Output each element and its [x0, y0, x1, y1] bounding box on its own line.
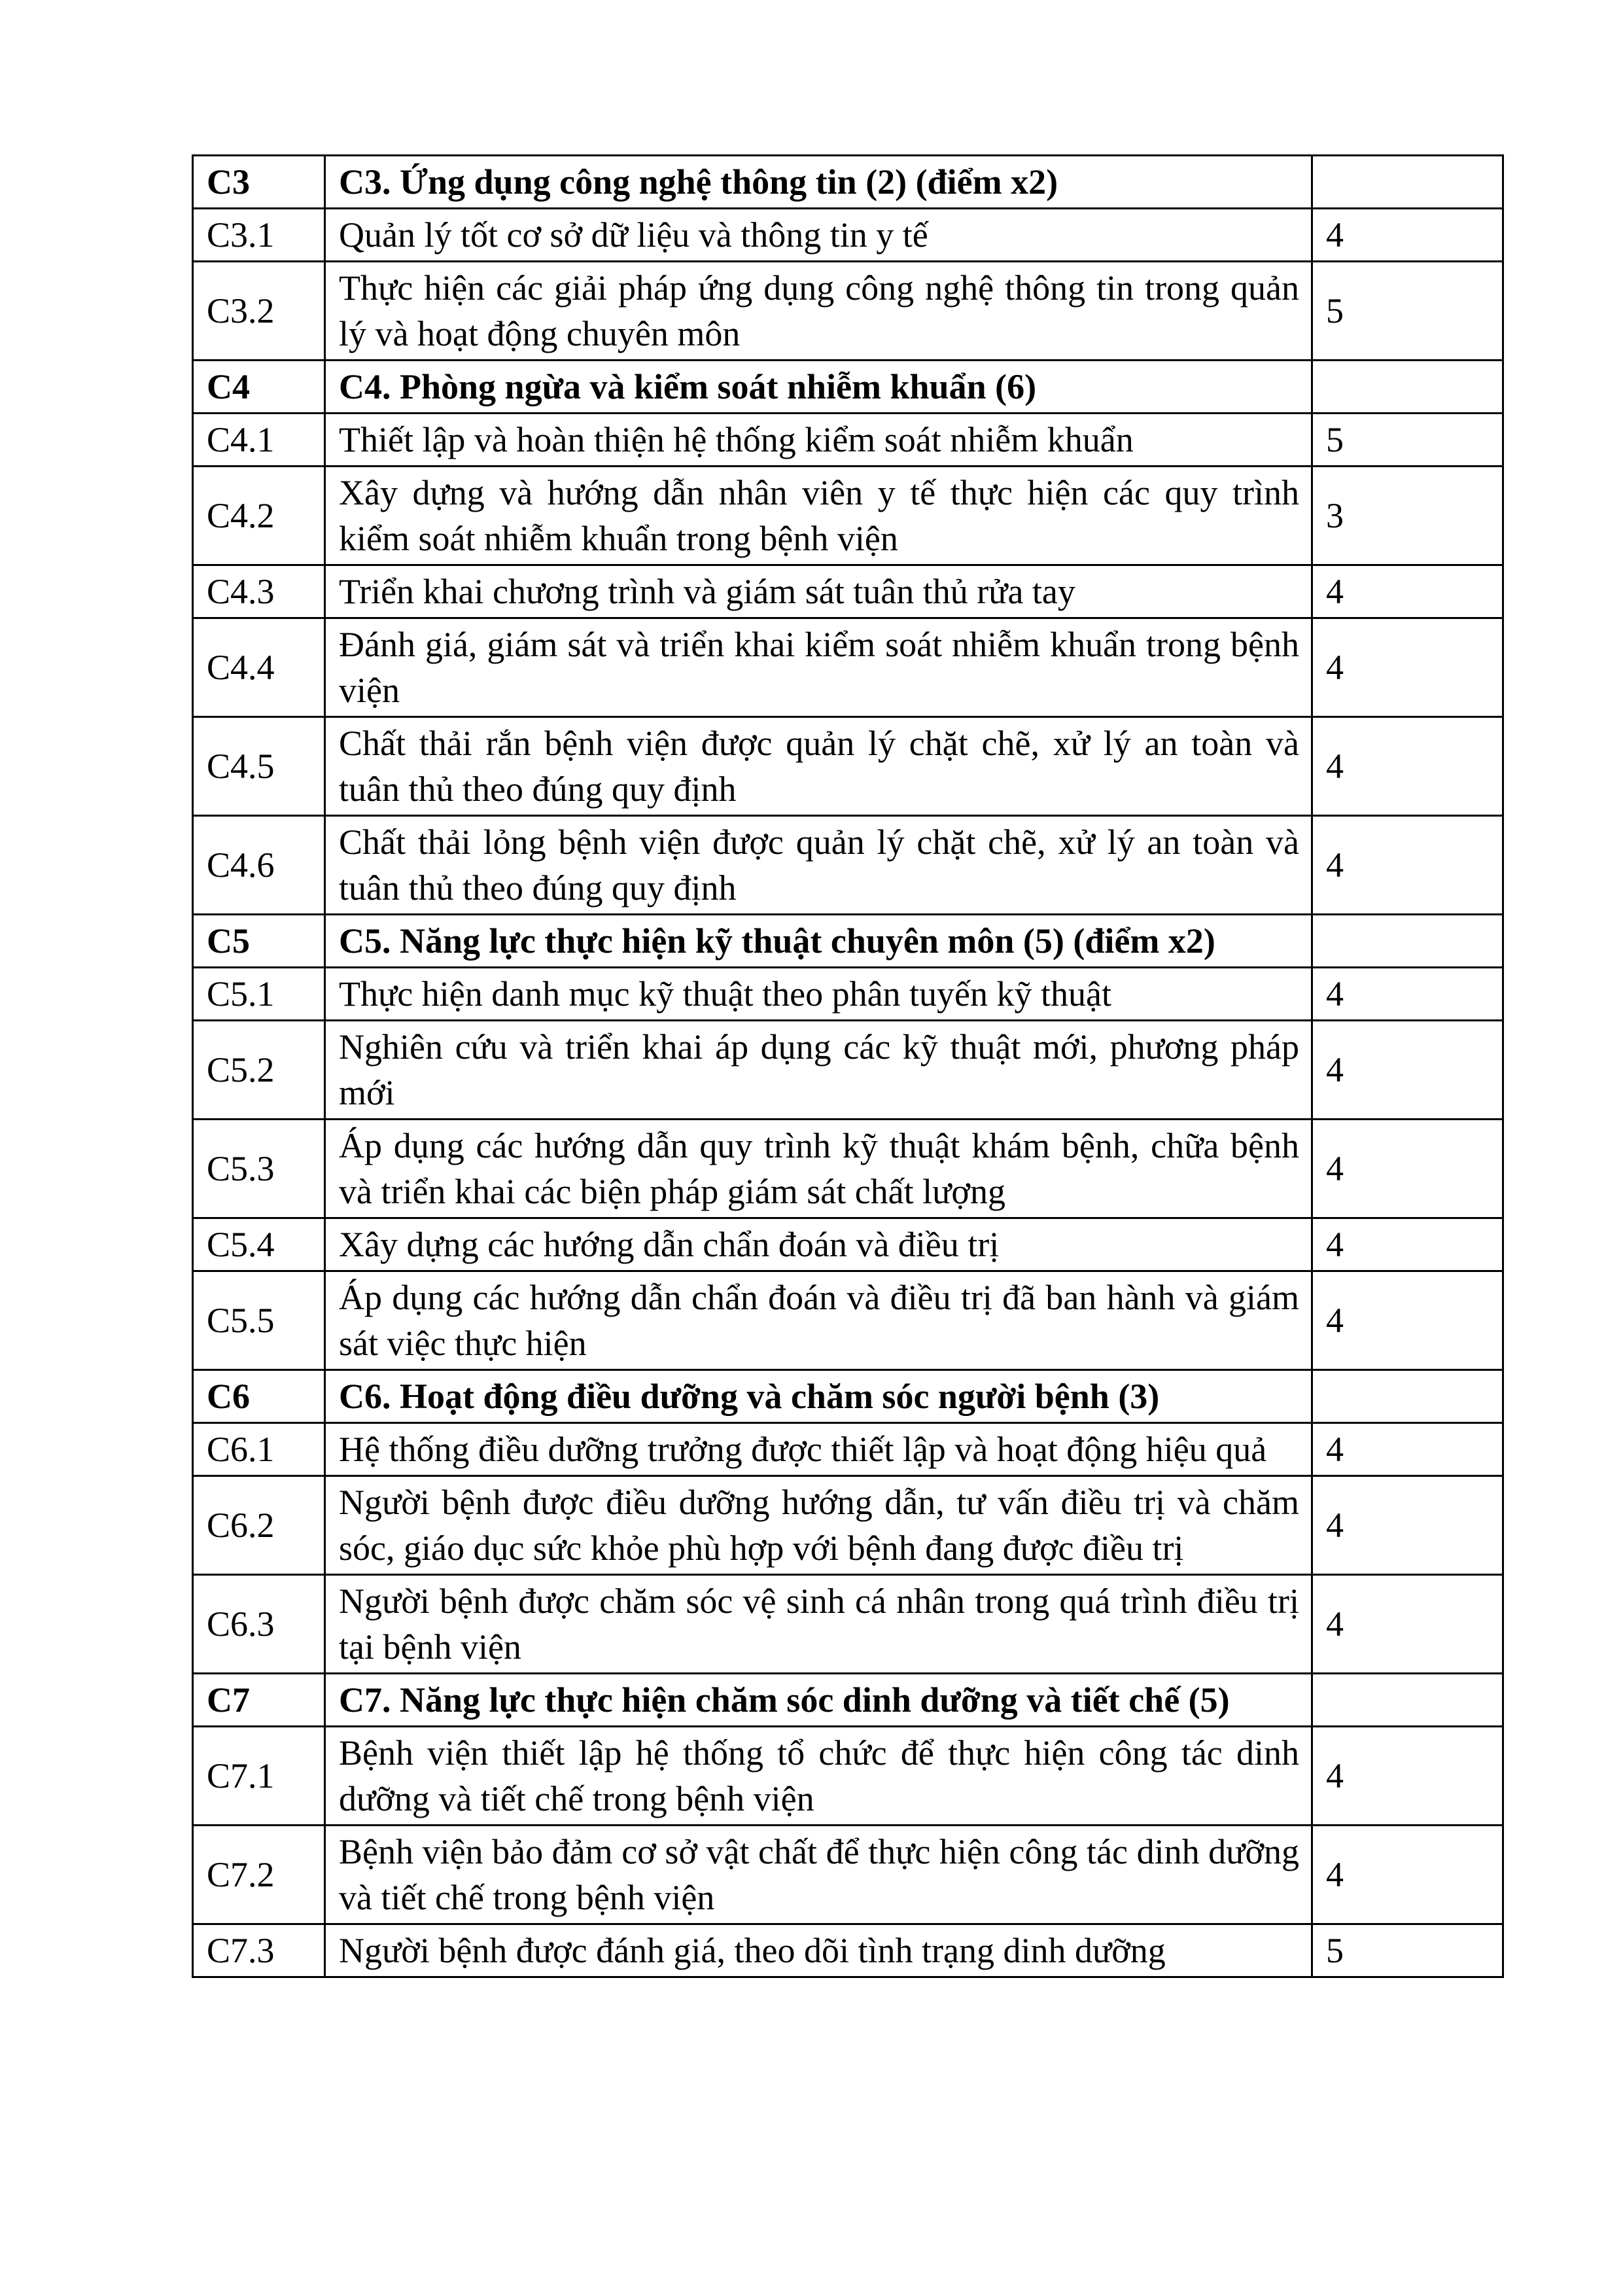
criterion-text-cell: Thực hiện danh mục kỹ thuật theo phân tuyến kỹ thuật	[325, 968, 1312, 1021]
score-cell: 4	[1312, 618, 1503, 717]
criterion-text-cell: Áp dụng các hướng dẫn quy trình kỹ thuật khám bệnh, chữa bệnh và triển khai các biện pháp giám sát chất lượng	[325, 1120, 1312, 1218]
score-cell	[1312, 1674, 1503, 1727]
table-row	[193, 816, 1503, 915]
criterion-code-cell: C6	[193, 1370, 325, 1423]
score-cell: 4	[1312, 968, 1503, 1021]
criterion-text-cell: Chất thải rắn bệnh viện được quản lý chặt chẽ, xử lý an toàn và tuân thủ theo đúng quy định	[325, 717, 1312, 816]
table-row	[193, 1476, 1503, 1575]
criterion-text-cell: Đánh giá, giám sát và triển khai kiểm soát nhiễm khuẩn trong bệnh viện	[325, 618, 1312, 717]
criterion-code-cell: C5.4	[193, 1218, 325, 1271]
criterion-code-cell: C6.1	[193, 1423, 325, 1476]
criterion-text-cell: Chất thải lỏng bệnh viện được quản lý chặt chẽ, xử lý an toàn và tuân thủ theo đúng quy định	[325, 816, 1312, 915]
criterion-code-cell: C4.6	[193, 816, 325, 915]
table-row	[193, 1575, 1503, 1674]
criterion-text-cell: Người bệnh được đánh giá, theo dõi tình trạng dinh dưỡng	[325, 1924, 1312, 1977]
score-cell: 5	[1312, 262, 1503, 361]
criterion-text-cell: Người bệnh được chăm sóc vệ sinh cá nhân trong quá trình điều trị tại bệnh viện	[325, 1575, 1312, 1674]
section-header-row	[193, 1370, 1503, 1423]
criterion-code-cell: C5.5	[193, 1271, 325, 1370]
criterion-code-cell: C3.2	[193, 262, 325, 361]
table-row	[193, 1727, 1503, 1826]
criterion-text-cell: Xây dựng và hướng dẫn nhân viên y tế thực hiện các quy trình kiểm soát nhiễm khuẩn trong bệnh viện	[325, 467, 1312, 565]
criterion-text-cell: Xây dựng các hướng dẫn chẩn đoán và điều trị	[325, 1218, 1312, 1271]
criterion-text-cell: Bệnh viện bảo đảm cơ sở vật chất để thực hiện công tác dinh dưỡng và tiết chế trong bệnh viện	[325, 1826, 1312, 1924]
criteria-table	[192, 154, 1504, 1978]
table-row	[193, 717, 1503, 816]
score-cell: 4	[1312, 717, 1503, 816]
score-cell: 4	[1312, 1476, 1503, 1575]
criterion-code-cell: C5.2	[193, 1021, 325, 1120]
section-title-cell: C7. Năng lực thực hiện chăm sóc dinh dưỡng và tiết chế (5)	[325, 1674, 1312, 1727]
section-title-cell: C4. Phòng ngừa và kiểm soát nhiễm khuẩn (6)	[325, 361, 1312, 414]
criterion-code-cell: C7.2	[193, 1826, 325, 1924]
criterion-text-cell: Nghiên cứu và triển khai áp dụng các kỹ thuật mới, phương pháp mới	[325, 1021, 1312, 1120]
table-row	[193, 262, 1503, 361]
criterion-code-cell: C6.3	[193, 1575, 325, 1674]
score-cell	[1312, 1370, 1503, 1423]
criteria-table-body	[193, 156, 1503, 1977]
score-cell: 4	[1312, 816, 1503, 915]
criterion-text-cell: Thiết lập và hoàn thiện hệ thống kiểm soát nhiễm khuẩn	[325, 414, 1312, 467]
score-cell: 4	[1312, 1021, 1503, 1120]
criterion-text-cell: Bệnh viện thiết lập hệ thống tổ chức để thực hiện công tác dinh dưỡng và tiết chế trong bệnh viện	[325, 1727, 1312, 1826]
criterion-code-cell: C5.1	[193, 968, 325, 1021]
score-cell: 4	[1312, 1218, 1503, 1271]
table-row	[193, 968, 1503, 1021]
criterion-text-cell: Thực hiện các giải pháp ứng dụng công nghệ thông tin trong quản lý và hoạt động chuyên môn	[325, 262, 1312, 361]
criterion-text-cell: Triển khai chương trình và giám sát tuân thủ rửa tay	[325, 565, 1312, 618]
score-cell	[1312, 361, 1503, 414]
section-title-cell: C3. Ứng dụng công nghệ thông tin (2) (điểm x2)	[325, 156, 1312, 209]
table-row	[193, 414, 1503, 467]
section-title-cell: C6. Hoạt động điều dưỡng và chăm sóc người bệnh (3)	[325, 1370, 1312, 1423]
score-cell: 5	[1312, 1924, 1503, 1977]
criterion-text-cell: Người bệnh được điều dưỡng hướng dẫn, tư vấn điều trị và chăm sóc, giáo dục sức khỏe phù hợp với bệnh đang được điều trị	[325, 1476, 1312, 1575]
table-row	[193, 618, 1503, 717]
section-title-cell: C5. Năng lực thực hiện kỹ thuật chuyên môn (5) (điểm x2)	[325, 915, 1312, 968]
section-header-row	[193, 1674, 1503, 1727]
table-row	[193, 1924, 1503, 1977]
criterion-code-cell: C4.2	[193, 467, 325, 565]
score-cell: 4	[1312, 1423, 1503, 1476]
criterion-code-cell: C5	[193, 915, 325, 968]
criterion-code-cell: C4.3	[193, 565, 325, 618]
criterion-text-cell: Quản lý tốt cơ sở dữ liệu và thông tin y tế	[325, 209, 1312, 262]
criterion-text-cell: Áp dụng các hướng dẫn chẩn đoán và điều trị đã ban hành và giám sát việc thực hiện	[325, 1271, 1312, 1370]
score-cell: 4	[1312, 1271, 1503, 1370]
table-row	[193, 1120, 1503, 1218]
criterion-code-cell: C4	[193, 361, 325, 414]
criterion-code-cell: C4.4	[193, 618, 325, 717]
criterion-code-cell: C3.1	[193, 209, 325, 262]
criterion-code-cell: C4.5	[193, 717, 325, 816]
score-cell: 4	[1312, 209, 1503, 262]
criterion-code-cell: C7	[193, 1674, 325, 1727]
score-cell: 4	[1312, 1826, 1503, 1924]
score-cell	[1312, 915, 1503, 968]
score-cell	[1312, 156, 1503, 209]
criterion-code-cell: C6.2	[193, 1476, 325, 1575]
criterion-code-cell: C5.3	[193, 1120, 325, 1218]
score-cell: 3	[1312, 467, 1503, 565]
criterion-code-cell: C7.1	[193, 1727, 325, 1826]
score-cell: 4	[1312, 1120, 1503, 1218]
criterion-code-cell: C3	[193, 156, 325, 209]
table-row	[193, 565, 1503, 618]
table-row	[193, 1271, 1503, 1370]
table-row	[193, 1021, 1503, 1120]
table-row	[193, 209, 1503, 262]
score-cell: 4	[1312, 1575, 1503, 1674]
criterion-code-cell: C4.1	[193, 414, 325, 467]
table-row	[193, 1826, 1503, 1924]
section-header-row	[193, 915, 1503, 968]
criterion-code-cell: C7.3	[193, 1924, 325, 1977]
section-header-row	[193, 361, 1503, 414]
table-row	[193, 467, 1503, 565]
table-row	[193, 1423, 1503, 1476]
criterion-text-cell: Hệ thống điều dưỡng trưởng được thiết lập và hoạt động hiệu quả	[325, 1423, 1312, 1476]
score-cell: 4	[1312, 1727, 1503, 1826]
table-row	[193, 1218, 1503, 1271]
score-cell: 4	[1312, 565, 1503, 618]
section-header-row	[193, 156, 1503, 209]
score-cell: 5	[1312, 414, 1503, 467]
